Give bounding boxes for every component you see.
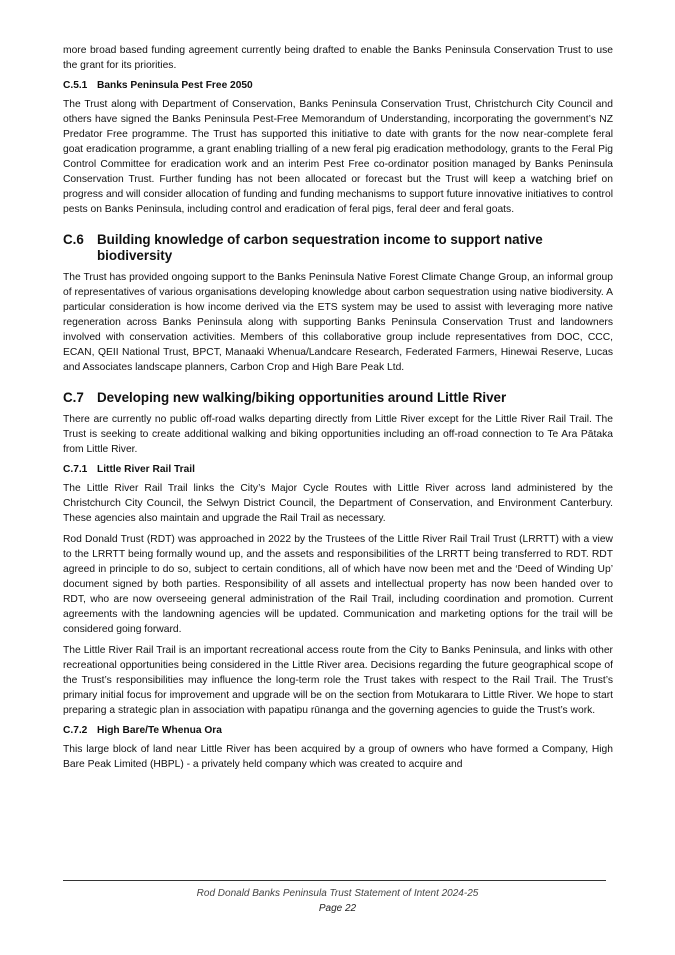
heading-number: C.5.1: [63, 80, 88, 91]
c72-body: This large block of land near Little River has been acquired by a group of owners who have formed a Company, High Bare Peak Limited (HBPL) - a privately held company which was created to acquire and: [63, 744, 613, 770]
heading-number: C.7.1: [63, 464, 88, 475]
heading-title: Banks Peninsula Pest Free 2050: [97, 80, 253, 91]
c71-paragraph-2: Rod Donald Trust (RDT) was approached in 2022 by the Trustees of the Little River Rail Trail Trust (LRRTT) with a view to the LRRTT being formally wound up, and the assets and responsibilities of the LRRTT being transferred to RDT. RDT agreed in principle to do so, subject to certain conditions, all of which have now been met and the ‘Deed of Winding Up’ document signed by both parties. Responsibility of all assets and intellectual property has now been handed over to RDT, who are now overseeing general administration of the Rail Trail, including coordination and promotion. Current agreements with the landowning agencies will be updated. Communication and marketing options for the trail will be considered going forward.: [63, 534, 613, 635]
heading-title: Little River Rail Trail: [97, 464, 195, 475]
c7-body: There are currently no public off-road walks departing directly from Little River except for the Little River Rail Trail. The Trust is seeking to create additional walking and biking opportunities including an off-road connection to Te Ara Pātaka from Little River.: [63, 414, 613, 455]
page-number: Page 22: [318, 903, 357, 914]
heading-number: C.7.2: [63, 725, 88, 736]
intro-paragraph: more broad based funding agreement currently being drafted to enable the Banks Peninsula Conservation Trust to use the grant for its priorities.: [63, 45, 613, 71]
footer-title: Rod Donald Banks Peninsula Trust Statement of Intent 2024-25: [196, 888, 479, 899]
heading-title: High Bare/Te Whenua Ora: [97, 725, 222, 736]
footer-divider: [63, 880, 606, 881]
c71-paragraph-1: The Little River Rail Trail links the City’s Major Cycle Routes with Little River across land administered by the Christchurch City Council, the Selwyn District Council, the Department of Conservation, and Environment Canterbury. These agencies also maintain and upgrade the Rail Trail as necessary.: [63, 483, 613, 524]
heading-c7: [63, 390, 613, 406]
heading-c71: [63, 463, 613, 477]
c6-body: The Trust has provided ongoing support to the Banks Peninsula Native Forest Climate Change Group, an informal group of representatives of various organisations developing knowledge about carbon sequestration using native biodiversity. A particular consideration is how income derived via the ETS system may be used to assist with leveraging more native regeneration across Banks Peninsula along with supporting Banks Peninsula Conservation Trust and landowners involved with conservation activities. Members of this collaborative group include representatives from DOC, CCC, ECAN, QEII National Trust, BPCT, Manaaki Whenua/Landcare Research, Federated Farmers, Hinewai Reserve, Lucas and Associates landscape planners, Carbon Crop and High Bare Peak Ltd.: [63, 272, 613, 373]
heading-number: C.6: [63, 232, 84, 247]
heading-title: Building knowledge of carbon sequestration income to support native biodiversity: [97, 232, 543, 263]
c51-body: The Trust along with Department of Conservation, Banks Peninsula Conservation Trust, Christchurch City Council and others have signed the Banks Peninsula Pest-Free Memorandum of Understanding, incorporating the government’s NZ Predator Free programme. The Trust has supported this initiative to date with grants for the now near-complete feral goat eradication programme, a grant enabling trialling of a new feral pig eradication methodology, grants to the Feral Pig Control Committee for eradication work and an interim Pest Free co-ordinator position managed by Banks Peninsula Conservation Trust. Further funding has not been allocated or forecast but the Trust will keep a watching brief on progress and will consider allocation of funding and funding mechanisms to support future innovative initiatives to control pests on Banks Peninsula, including control and eradication of feral pigs, feral deer and feral goats.: [63, 99, 613, 215]
c71-paragraph-3: The Little River Rail Trail is an important recreational access route from the City to Banks Peninsula, and links with other recreational opportunities being considered in the Little River area. Decisions regarding the future geographical scope of the Trust’s responsibilities may influence the long-term role the Trust takes with respect to the Rail Trail. The Trust’s primary initial focus for improvement and upgrade will be on the section from Motukarara to Little River. We hope to start preparing a strategic plan in association with papatipu rūnanga and the governing agencies to guide the Trust’s work.: [63, 645, 613, 716]
heading-c6: [63, 232, 613, 264]
heading-c51: [63, 79, 613, 93]
heading-number: C.7: [63, 390, 84, 405]
heading-title: Developing new walking/biking opportunities around Little River: [97, 390, 507, 405]
heading-c72: [63, 724, 613, 738]
page-content: [63, 43, 613, 772]
